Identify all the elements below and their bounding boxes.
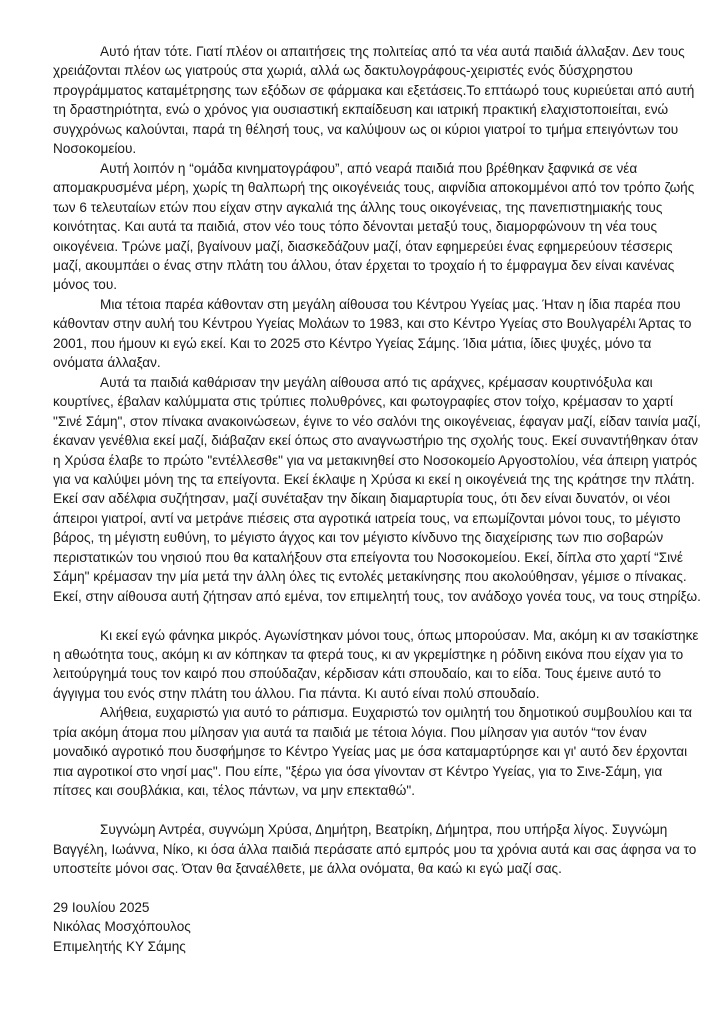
text-line: η αθωότητα τους, ακόμη κι αν κόπηκαν τα φτερά τους, κι αν γκρεμίστηκε η ρόδινη εικόνα που είχαν για το — [53, 647, 684, 663]
text-line: μοναδικό αγροτικό που δυσφήμησε το Κέντρο Υγείας μας με όσα καταμαρτύρησε και γι' αυτό δεν έρχονται — [53, 744, 688, 760]
paragraph-4 — [53, 373, 701, 606]
paragraph-6 — [53, 703, 693, 800]
text-line: Εκεί σαν αδέλφια συζήτησαν, μαζί συνέταξαν την δίκαιη διαμαρτυρία τους, ότι δεν είναι δυνατόν, οι νέοι — [53, 491, 671, 507]
text-line: ονόματα άλλαξαν. — [53, 355, 161, 371]
signature-name: Νικόλας Μοσχόπουλος — [53, 919, 191, 935]
text-line: Κι εκεί εγώ φάνηκα μικρός. Αγωνίστηκαν μόνοι τους, όπως μπορούσαν. Μα, ακόμη κι αν τσακίστηκε — [100, 627, 699, 643]
signature-date: 29 Ιουλίου 2025 — [53, 899, 150, 915]
signature-block — [53, 898, 693, 956]
text-line: υποστείτε μόνοι σας. Όταν θα ξαναέλθετε, με άλλα ονόματα, θα καώ κι εγώ μαζί σας. — [53, 861, 562, 876]
text-line: πια αγροτικοί στο νησί μας". Που είπε, "ξέρω για όσα γίνονταν στ Κέντρο Υγείας, για το Σινε-Σάμη, για — [53, 763, 663, 779]
text-line: τρία ακόμη άτομα που μίλησαν για αυτά τα παιδιά με τέτοια λόγια. Που μίλησαν για αυτόν “τον έναν — [53, 724, 647, 740]
paragraph-2 — [53, 159, 693, 295]
text-line: Συγνώμη Αντρέα, συγνώμη Χρύσα, Δημήτρη, Βεατρίκη, Δήμητρα, που υπήρξα λίγος. Συγνώμη — [100, 822, 668, 838]
blank-line — [53, 606, 693, 625]
text-line: Νοσοκομείου. — [53, 141, 137, 157]
paragraph-7 — [53, 820, 697, 878]
text-line: κουρτίνες, έβαλαν καλύμματα στις τρύπιες πολυθρόνες, και φωτογραφίες στον τοίχο, κρέμασαν το χαρτί — [53, 394, 674, 410]
blank-line — [53, 878, 693, 897]
text-line: συγχρόνως καλούνται, παρά τη θέλησή τους, να καλύψουν ως οι κύριοι γιατροί το τμήμα επειγόντων του — [53, 121, 679, 137]
text-line: των 6 τελευταίων ετών που είχαν στην αγκαλιά της άλλης τους οικογένειας, της πανεπιστημιακής τους — [53, 199, 663, 215]
text-line: Αυτή λοιπόν η “ομάδα κινηματογράφου”, από νεαρά παιδιά που βρέθηκαν ξαφνικά σε νέα — [100, 160, 638, 176]
text-line: πίτσες και σουβλάκια, και, τέλος πάντων, να μην επεκταθώ". — [53, 783, 415, 799]
text-line: απομακρυσμένα μέρη, χωρίς τη θαλπωρή της οικογένειάς τους, αιφνίδια αποκομμένοι από τον τρόπο ζωής — [53, 180, 695, 196]
text-line: Μια τέτοια παρέα κάθονταν στη μεγάλη αίθουσα του Κέντρου Υγείας μας. Ήταν η ίδια παρέα που — [100, 296, 681, 312]
text-line: Αυτά τα παιδιά καθάρισαν την μεγάλη αίθουσα από τις αράχνες, κρέμασαν κουρτινόξυλα και — [100, 374, 653, 390]
paragraph-5 — [53, 626, 699, 704]
text-line: Αλήθεια, ευχαριστώ για αυτό το ράπισμα. Ευχαριστώ τον ομιλητή του δημοτικού συμβουλίου και τα — [100, 705, 692, 721]
text-line: βάρος, τη μέγιστη ευθύνη, το μέγιστο άγχος και τον μέγιστο κίνδυνο της διαχείρισης των πιο σοβαρών — [53, 530, 664, 546]
text-line: προγράμματος καταμέτρησης των εξόδων σε φάρμακα και εξετάσεις.Το επτάωρό τους κυριεύεται από αυτή — [53, 82, 695, 98]
text-line: κοινότητας. Και αυτά τα παιδιά, στον νέο τους τόπο δένονται μεταξύ τους, διαμορφώνουν τη νέα τους — [53, 219, 658, 235]
text-line: η Χρύσα έλαβε το πρώτο "εντέλλεσθε" για να μετακινηθεί στο Νοσοκομείο Αργοστολίου, νέα άπειρη γιατρός — [53, 452, 698, 468]
text-line: άγγιγμα του ενός στην πλάτη του άλλου. Για πάντα. Κι αυτό είναι πολύ σπουδαίο. — [53, 685, 540, 701]
text-line: λειτούργημά τους τον καιρό που σπούδαζαν, κέρδισαν κάτι σπουδαίο, και το είδα. Τους έμεινε αυτό το — [53, 666, 662, 682]
text-line: Βαγγέλη, Ιωάννα, Νίκο, κι όσα άλλα παιδιά περάσατε από εμπρός μου τα χρόνια αυτά και σας άφησα να το — [53, 841, 697, 857]
text-line: τη δραστηριότητα, ενώ ο χρόνος για ουσιαστική εκπαίδευση και ιατρική πρακτική ελαχιστοποιείται, ενώ — [53, 102, 669, 118]
text-line: οικογένεια. Τρώνε μαζί, βγαίνουν μαζί, διασκεδάζουν μαζί, όταν εφημερεύει ένας εφημερεύουν τέσσερις — [53, 238, 673, 254]
document-page — [53, 42, 701, 956]
text-line: άπειροι γιατροί, αντί να μετράνε πιέσεις στα αγροτικά ιατρεία τους, να επωμίζονται μόνοι τους, το μέγιστο — [53, 510, 681, 526]
paragraph-1 — [53, 42, 693, 159]
text-line: 2001, που ήμουν κι εγώ εκεί. Και το 2025 στο Κέντρο Υγείας Σάμης. Ίδια μάτια, ίδιες ψυχές, μόνο τα — [53, 335, 652, 351]
text-line: για να καλύψει μόνη της τα επείγοντα. Εκεί έκλαψε η Χρύσα κι εκεί η οικογένειά της της κράτησε την πλάτη. — [53, 471, 695, 487]
text-line: χρειάζονται πλέον ως γιατρούς στα χωριά, αλλά ως δακτυλογράφους-χειριστές ενός δύσχρηστου — [53, 63, 633, 79]
text-line: μαζί, ακουμπάει ο ένας στην πλάτη του άλλου, όταν έρχεται το τροχαίο ή το έμφραγμα δεν είναι κανένας — [53, 257, 675, 273]
text-line: Αυτό ήταν τότε. Γιατί πλέον οι απαιτήσεις της πολιτείας από τα νέα αυτά παιδιά άλλαξαν. Δεν τους — [100, 44, 685, 59]
text-line: Εκεί, στην αίθουσα αυτή ζήτησαν από εμένα, τον επιμελητή τους, τον ανάδοχο γονέα τους, να τους στηρίξω. — [53, 588, 701, 604]
text-line: κάθονταν στην αυλή του Κέντρου Υγείας Μολάων το 1983, και στο Κέντρο Υγείας στο Βουλγαρέλι Άρτας το — [53, 316, 692, 332]
paragraph-3 — [53, 295, 693, 373]
blank-line — [53, 801, 693, 820]
text-line: "Σινέ Σάμη", στον πίνακα ανακοινώσεων, έγινε το νέο σαλόνι της οικογένειας, έφαγαν μαζί, είδαν ταινία μαζί, — [53, 413, 701, 429]
text-line: έκαναν γενέθλια εκεί μαζί, διάβαζαν εκεί όπως στο αναγνωστήριο της σχολής τους. Εκεί συναντήθηκαν όταν — [53, 433, 699, 449]
text-line: περιστατικών του νησιού που θα καταλήξουν στα επείγοντα του Νοσοκομείου. Εκεί, δίπλα στο χαρτί “Σινέ — [53, 549, 683, 565]
signature-title: Επιμελητής ΚΥ Σάμης — [53, 938, 186, 954]
text-line: Σάμη" κρέμασαν την μία μετά την άλλη όλες τις εντολές μετακίνησης που ακολούθησαν, γέμισε ο πίνακας. — [53, 569, 687, 585]
text-line: μόνος του. — [53, 277, 118, 293]
